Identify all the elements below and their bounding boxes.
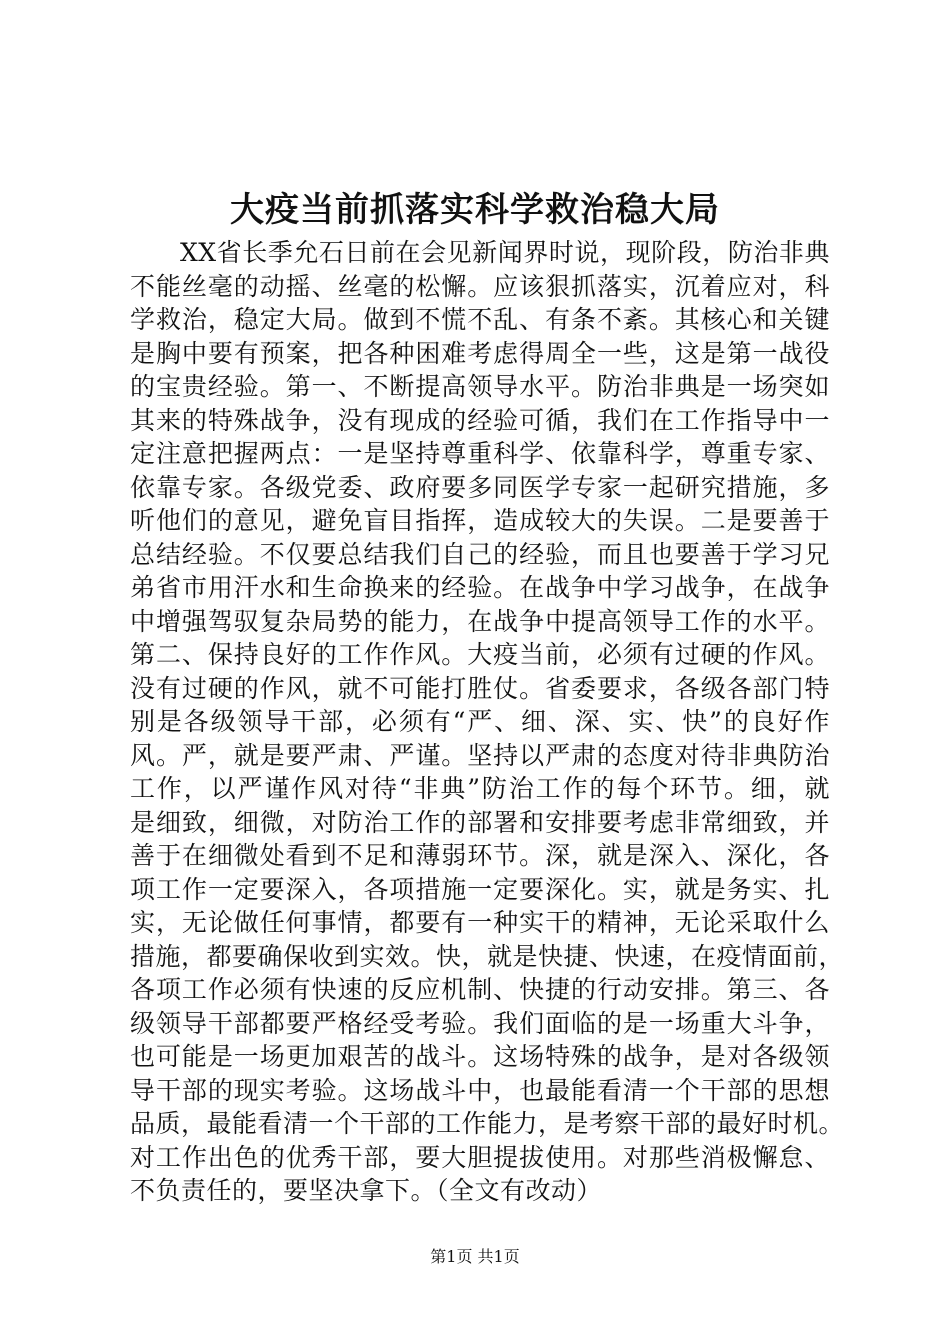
- body-line: 项工作一定要深入，各项措施一定要深化。实，就是务实、扎: [130, 874, 830, 904]
- body-line: 导干部的现实考验。这场战斗中，也最能看清一个干部的思想: [130, 1075, 830, 1105]
- body-line: 对工作出色的优秀干部，要大胆提拔使用。对那些消极懈怠、: [130, 1142, 830, 1172]
- body-line: 是胸中要有预案，把各种困难考虑得周全一些，这是第一战役: [130, 338, 830, 368]
- document-body: [130, 236, 845, 1208]
- body-line: 不负责任的，要坚决拿下。（全文有改动）: [130, 1176, 603, 1205]
- body-line: 品质，最能看清一个干部的工作能力，是考察干部的最好时机。: [130, 1109, 845, 1138]
- body-line: 听他们的意见，避免盲目指挥，造成较大的失误。二是要善于: [130, 506, 830, 535]
- body-line: 第二、保持良好的工作作风。大疫当前，必须有过硬的作风。: [130, 640, 830, 669]
- document-title: 大疫当前抓落实科学救治稳大局: [230, 190, 720, 230]
- body-line: XX省长季允石日前在会见新闻界时说，现阶段，防治非典: [180, 238, 830, 267]
- body-line: 是细致，细微，对防治工作的部署和安排要考虑非常细致，并: [130, 807, 830, 837]
- body-line: 总结经验。不仅要总结我们自己的经验，而且也要善于学习兄: [130, 539, 830, 569]
- body-line: 善于在细微处看到不足和薄弱环节。深，就是深入、深化，各: [130, 841, 830, 870]
- page-number: 第1页 共1页: [430, 1247, 520, 1266]
- body-line: 各项工作必须有快速的反应机制、快捷的行动安排。第三、各: [130, 975, 830, 1004]
- body-line: 其来的特殊战争，没有现成的经验可循，我们在工作指导中一: [130, 405, 830, 435]
- body-line: 也可能是一场更加艰苦的战斗。这场特殊的战争，是对各级领: [130, 1042, 830, 1071]
- body-line: 定注意把握两点：一是坚持尊重科学、依靠科学，尊重专家、: [130, 439, 830, 468]
- body-line: 级领导干部都要严格经受考验。我们面临的是一场重大斗争，: [130, 1008, 830, 1038]
- body-line: 风。严，就是要严肃、严谨。坚持以严肃的态度对待非典防治: [130, 740, 830, 770]
- body-line: 的宝贵经验。第一、不断提高领导水平。防治非典是一场突如: [130, 372, 830, 401]
- body-line: 依靠专家。各级党委、政府要多同医学专家一起研究措施，多: [130, 472, 830, 502]
- body-line: 别是各级领导干部，必须有“严、细、深、实、快”的良好作: [130, 707, 830, 736]
- body-line: 弟省市用汗水和生命换来的经验。在战争中学习战争，在战争: [130, 573, 830, 602]
- body-line: 不能丝毫的动摇、丝毫的松懈。应该狠抓落实，沉着应对，科: [130, 271, 830, 301]
- body-line: 工作，以严谨作风对待“非典”防治工作的每个环节。细，就: [130, 774, 830, 803]
- body-line: 实，无论做任何事情，都要有一种实干的精神，无论采取什么: [130, 908, 830, 937]
- body-line: 中增强驾驭复杂局势的能力，在战争中提高领导工作的水平。: [130, 606, 830, 636]
- body-line: 措施，都要确保收到实效。快，就是快捷、快速，在疫情面前，: [130, 941, 845, 971]
- body-line: 没有过硬的作风，就不可能打胜仗。省委要求，各级各部门特: [130, 673, 830, 703]
- body-line: 学救治，稳定大局。做到不慌不乱、有条不紊。其核心和关键: [130, 305, 830, 334]
